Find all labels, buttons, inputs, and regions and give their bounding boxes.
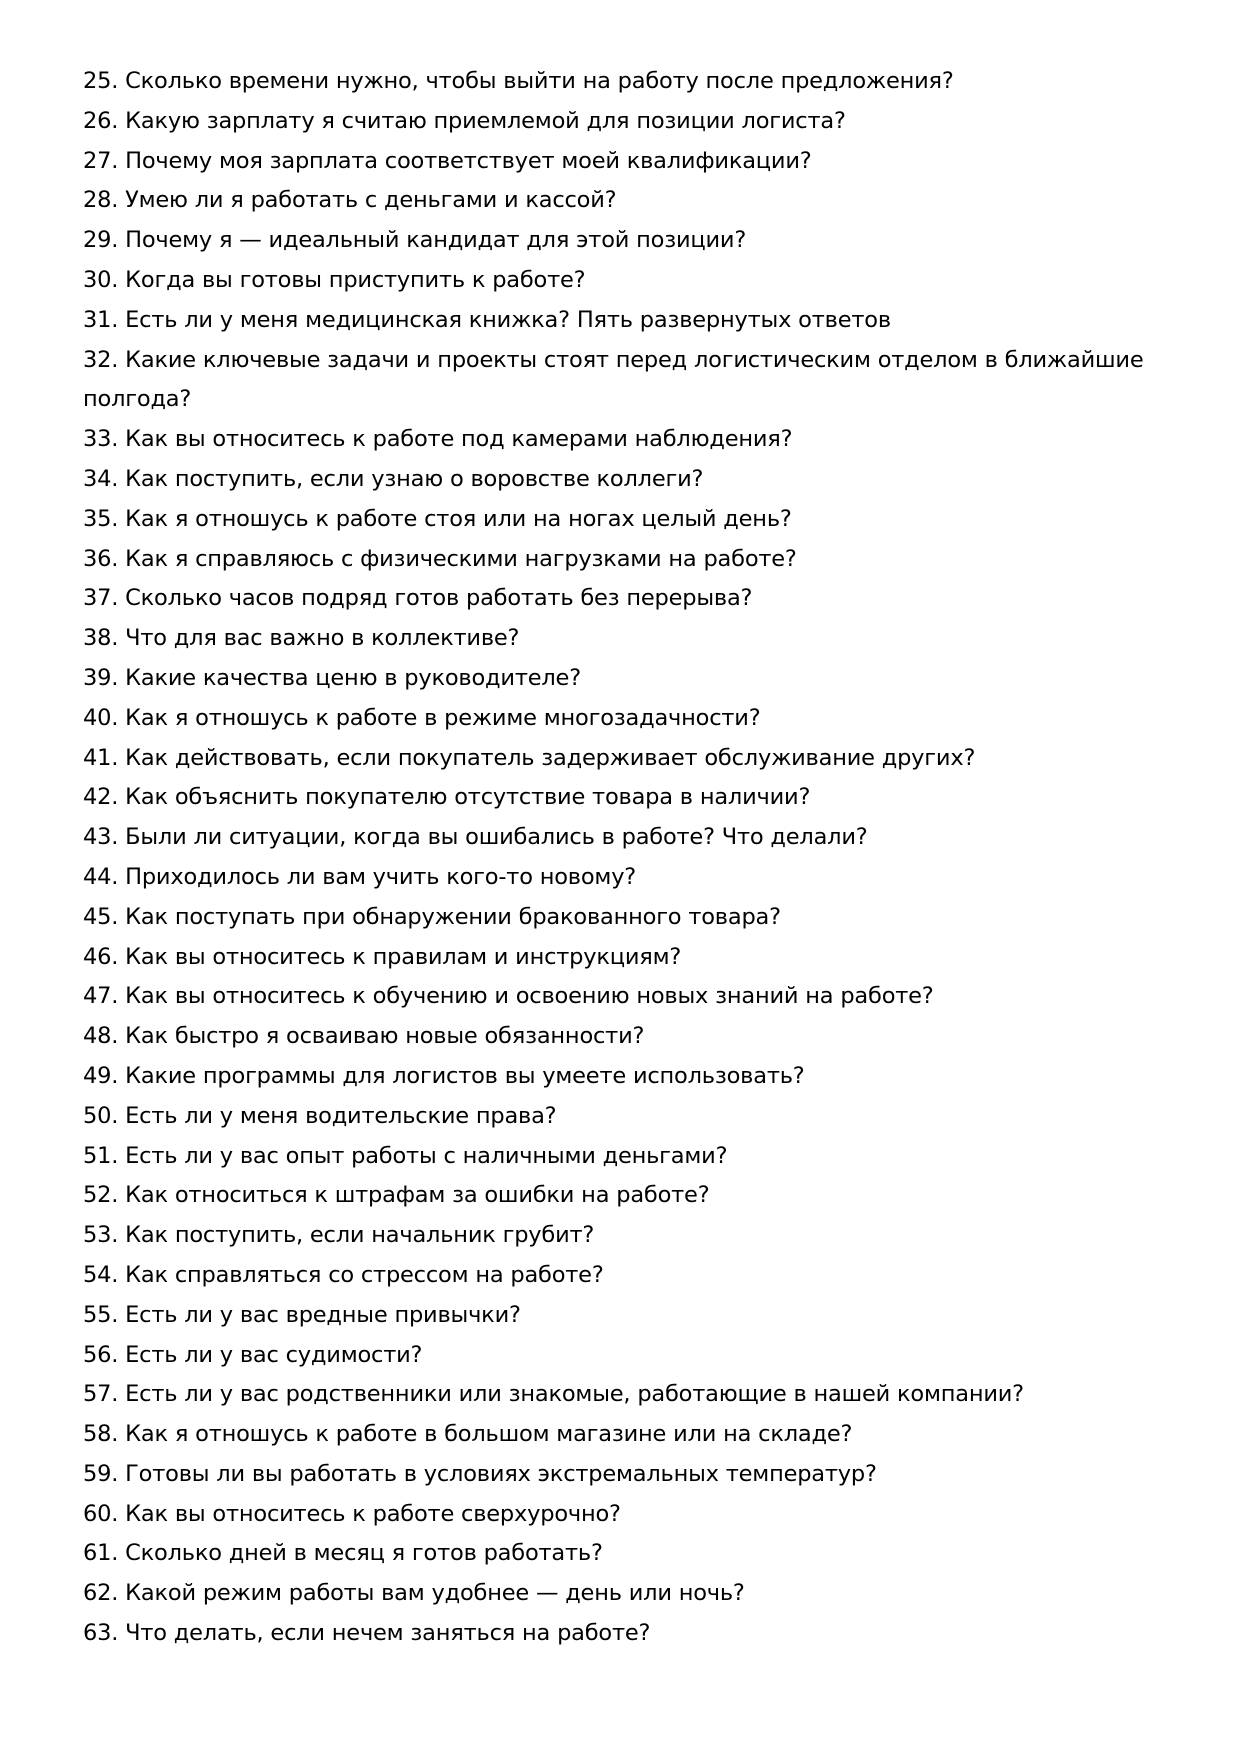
question-item: 44. Приходилось ли вам учить кого-то новому? [83,863,637,890]
question-item: 52. Как относиться к штрафам за ошибки на работе? [83,1182,710,1209]
question-item: 45. Как поступать при обнаружении бракованного товара? [83,903,781,930]
question-item: 59. Готовы ли вы работать в условиях экстремальных температур? [83,1460,877,1487]
question-item: 46. Как вы относитесь к правилам и инструкциям? [83,943,682,970]
question-item: 42. Как объяснить покупателю отсутствие товара в наличии? [83,784,811,811]
question-item: 57. Есть ли у вас родственники или знакомые, работающие в нашей компании? [83,1381,1024,1408]
question-item: 33. Как вы относитесь к работе под камерами наблюдения? [83,426,793,453]
question-item: 26. Какую зарплату я считаю приемлемой для позиции логиста? [83,107,846,134]
question-item: 29. Почему я — идеальный кандидат для этой позиции? [83,227,747,254]
question-item: 60. Как вы относитесь к работе сверхурочно? [83,1500,621,1527]
question-list [83,62,1163,1654]
question-item: 43. Были ли ситуации, когда вы ошибались в работе? Что делали? [83,824,868,851]
question-item: 62. Какой режим работы вам удобнее — день или ночь? [83,1580,745,1607]
question-item: 58. Как я отношусь к работе в большом магазине или на складе? [83,1421,853,1448]
question-item: 37. Сколько часов подряд готов работать без перерыва? [83,585,753,612]
question-item: 40. Как я отношусь к работе в режиме многозадачности? [83,704,761,731]
question-item: 49. Какие программы для логистов вы умеете использовать? [83,1062,805,1089]
question-item: 61. Сколько дней в месяц я готов работать? [83,1540,603,1567]
document-page [83,62,1163,1654]
question-item: 55. Есть ли у вас вредные привычки? [83,1301,521,1328]
question-item: 27. Почему моя зарплата соответствует моей квалификации? [83,147,812,174]
question-item: 51. Есть ли у вас опыт работы с наличными деньгами? [83,1142,728,1169]
question-item: 35. Как я отношусь к работе стоя или на ногах целый день? [83,505,792,532]
question-item: 34. Как поступить, если узнаю о воровстве коллеги? [83,465,704,492]
question-item: 50. Есть ли у меня водительские права? [83,1102,557,1129]
question-item: 25. Сколько времени нужно, чтобы выйти на работу после предложения? [83,68,954,94]
question-item: 41. Как действовать, если покупатель задерживает обслуживание других? [83,744,976,771]
question-item: 47. Как вы относитесь к обучению и освоению новых знаний на работе? [83,983,934,1010]
question-item: 36. Как я справляюсь с физическими нагрузками на работе? [83,545,797,572]
question-item: 53. Как поступить, если начальник грубит? [83,1222,595,1249]
question-item: 28. Умею ли я работать с деньгами и кассой? [83,187,617,214]
question-item: 54. Как справляться со стрессом на работе? [83,1261,604,1288]
question-item: 39. Какие качества ценю в руководителе? [83,664,581,691]
question-item: 32. Какие ключевые задачи и проекты стоят перед логистическим отделом в ближайшие полгода? [83,346,1144,413]
question-item: 38. Что для вас важно в коллективе? [83,625,520,652]
question-item: 30. Когда вы готовы приступить к работе? [83,266,586,293]
question-item: 56. Есть ли у вас судимости? [83,1341,423,1368]
question-item: 63. Что делать, если нечем заняться на работе? [83,1620,651,1647]
question-item: 48. Как быстро я осваиваю новые обязанности? [83,1023,645,1050]
question-item: 31. Есть ли у меня медицинская книжка? Пять развернутых ответов [83,306,891,333]
